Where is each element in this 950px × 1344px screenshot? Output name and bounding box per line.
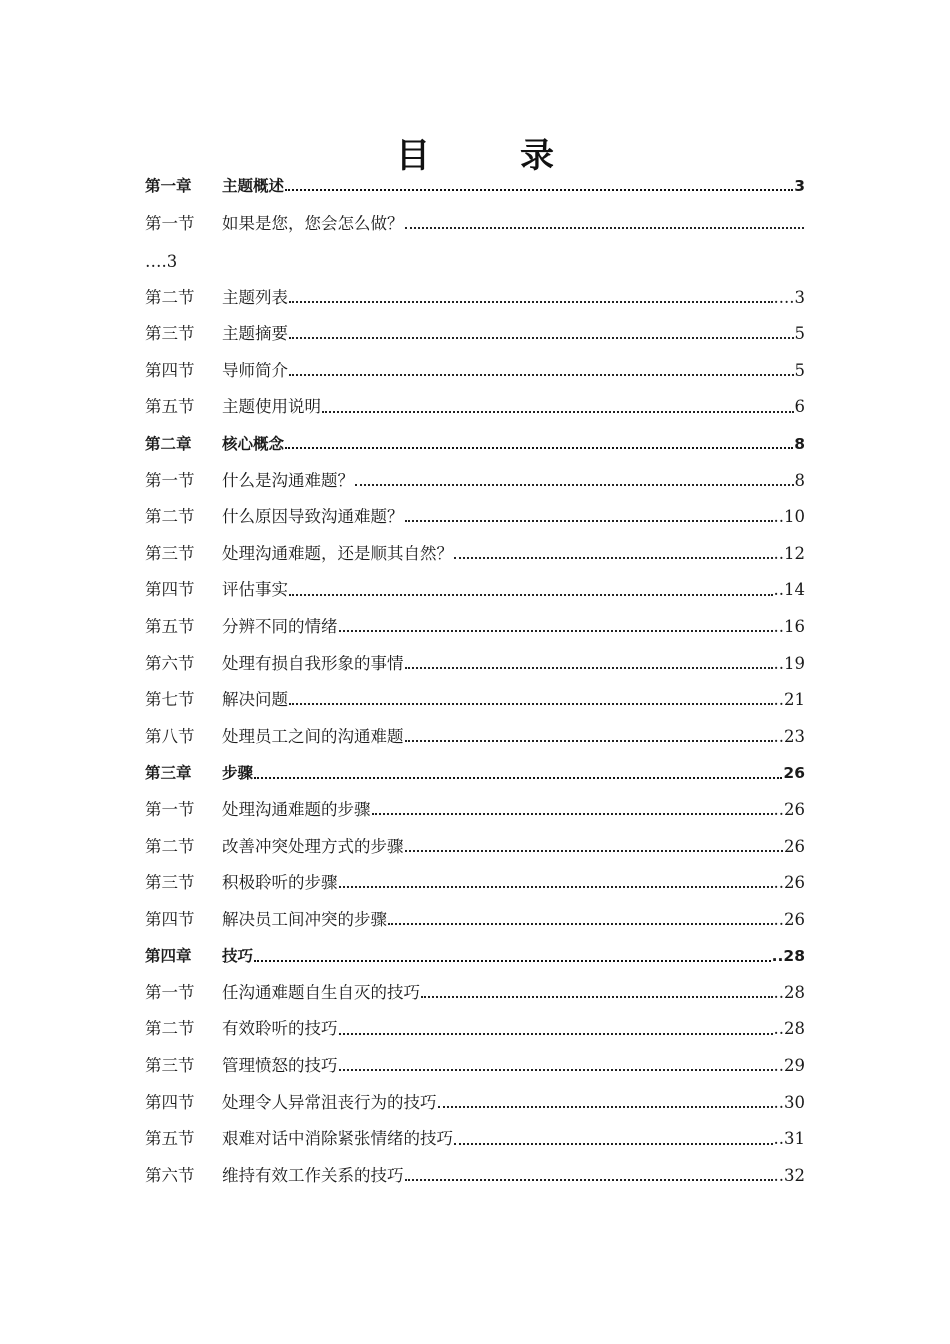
entry-label: 第四章 <box>145 947 192 966</box>
toc-section-entry[interactable] <box>145 975 805 1012</box>
entry-title: 分辨不同的情绪 <box>222 616 338 636</box>
entry-title: 处理有损自我形象的事情 <box>222 653 404 673</box>
toc-section-entry[interactable] <box>145 389 805 426</box>
entry-page-number: ..28 <box>773 982 805 1002</box>
entry-title: 技巧 <box>222 947 254 966</box>
entry-title: 主题列表 <box>222 287 288 307</box>
dot-leader <box>405 1179 773 1181</box>
page-title: 目 录 <box>396 136 582 176</box>
entry-page-number: ..26 <box>773 909 805 929</box>
toc-section-entry[interactable] <box>145 280 805 317</box>
entry-label: 第三节 <box>145 1056 195 1076</box>
table-of-contents <box>145 168 805 1194</box>
toc-section-entry[interactable] <box>145 205 805 243</box>
dot-leader <box>289 337 794 339</box>
toc-section-entry[interactable] <box>145 1011 805 1048</box>
entry-label: 第五节 <box>145 1129 195 1149</box>
toc-section-entry[interactable] <box>145 792 805 829</box>
toc-section-entry[interactable] <box>145 902 805 939</box>
entry-page-number: ..28 <box>773 1019 805 1039</box>
dot-leader <box>355 484 794 486</box>
entry-label: 第一节 <box>145 470 195 490</box>
entry-label: 第二节 <box>145 836 195 856</box>
entry-label: 第四节 <box>145 909 195 929</box>
toc-section-entry[interactable] <box>145 353 805 390</box>
entry-page-number: ..10 <box>773 507 805 527</box>
toc-section-entry[interactable] <box>145 536 805 573</box>
entry-label: 第二章 <box>145 434 192 453</box>
entry-title: 处理令人异常沮丧行为的技巧 <box>222 1092 437 1112</box>
dot-leader <box>454 1143 773 1145</box>
entry-page-number: ..21 <box>773 690 805 710</box>
toc-section-entry[interactable] <box>145 829 805 866</box>
entry-page-number: 8 <box>794 470 805 490</box>
entry-title: 艰难对话中消除紧张情绪的技巧 <box>222 1129 453 1149</box>
entry-title: 评估事实 <box>222 580 288 600</box>
dot-leader <box>339 886 773 888</box>
entry-title: 处理沟通难题的步骤 <box>222 799 371 819</box>
entry-page-number: ..12 <box>773 543 805 563</box>
entry-label: 第一节 <box>145 213 195 233</box>
entry-title: 有效聆听的技巧 <box>222 1019 338 1039</box>
dot-leader <box>289 703 773 705</box>
entry-page-number: ..28 <box>771 947 805 966</box>
entry-title: 解决员工间冲突的步骤 <box>222 909 387 929</box>
entry-title: 核心概念 <box>222 434 285 453</box>
toc-chapter-entry[interactable] <box>145 426 805 463</box>
dot-leader <box>285 447 793 449</box>
entry-page-number: 26 <box>783 764 805 783</box>
dot-leader <box>254 960 771 962</box>
entry-page-number: ..19 <box>773 653 805 673</box>
entry-title: 处理员工之间的沟通难题 <box>222 726 404 746</box>
entry-page-number: 8 <box>794 434 805 453</box>
entry-page-number: 3 <box>794 177 805 195</box>
dot-leader <box>289 594 773 596</box>
toc-section-entry[interactable] <box>145 572 805 609</box>
toc-section-entry[interactable] <box>145 463 805 500</box>
entry-label: 第二节 <box>145 507 195 527</box>
entry-label: 第四节 <box>145 1092 195 1112</box>
entry-page-number: ..23 <box>773 726 805 746</box>
entry-title: 如果是您，您会怎么做？ <box>222 213 404 233</box>
entry-page-number: 26 <box>784 836 805 856</box>
entry-title: 维持有效工作关系的技巧 <box>222 1165 404 1185</box>
entry-page-number: 5 <box>794 360 805 380</box>
entry-title: 步骤 <box>222 764 254 783</box>
dot-leader <box>454 557 773 559</box>
toc-section-entry[interactable] <box>145 316 805 353</box>
entry-page-number: ..26 <box>773 799 805 819</box>
toc-section-entry[interactable] <box>145 1121 805 1158</box>
entry-label: 第三节 <box>145 324 195 344</box>
entry-title: 管理愤怒的技巧 <box>222 1056 338 1076</box>
dot-leader <box>405 520 773 522</box>
entry-title: 积极聆听的步骤 <box>222 873 338 893</box>
dot-leader <box>405 227 805 229</box>
toc-chapter-entry[interactable] <box>145 168 805 205</box>
entry-label: 第三章 <box>145 764 192 783</box>
entry-page-number: ..14 <box>773 580 805 600</box>
toc-chapter-entry[interactable] <box>145 938 805 975</box>
dot-leader <box>339 1069 773 1071</box>
dot-leader <box>438 1106 773 1108</box>
entry-title: 导师简介 <box>222 360 288 380</box>
entry-label: 第四节 <box>145 580 195 600</box>
entry-page-number: 6 <box>794 397 805 417</box>
dot-leader <box>289 301 773 303</box>
entry-page-number: ..31 <box>773 1129 805 1149</box>
entry-label: 第一节 <box>145 799 195 819</box>
dot-leader <box>421 996 773 998</box>
entry-label: 第一节 <box>145 982 195 1002</box>
dot-leader <box>254 777 782 779</box>
entry-title: 处理沟通难题，还是顺其自然？ <box>222 543 453 563</box>
toc-section-entry[interactable] <box>145 719 805 756</box>
entry-label: 第六节 <box>145 653 195 673</box>
entry-page-number: 5 <box>794 324 805 344</box>
entry-title: 主题概述 <box>222 177 285 195</box>
toc-section-entry[interactable] <box>145 1085 805 1122</box>
dot-leader <box>322 411 794 413</box>
toc-section-entry[interactable] <box>145 499 805 536</box>
entry-label: 第五节 <box>145 616 195 636</box>
entry-page-number: ..26 <box>773 873 805 893</box>
dot-leader <box>372 813 773 815</box>
dot-leader <box>289 374 794 376</box>
entry-label: 第一章 <box>145 177 192 195</box>
dot-leader <box>405 850 784 852</box>
dot-leader <box>339 1033 773 1035</box>
entry-page-continuation: ….3 <box>145 251 178 271</box>
entry-label: 第七节 <box>145 690 195 710</box>
toc-section-entry[interactable] <box>145 1158 805 1195</box>
toc-section-entry[interactable] <box>145 609 805 646</box>
entry-title: 什么是沟通难题？ <box>222 470 354 490</box>
entry-page-number: ..16 <box>773 616 805 636</box>
dot-leader <box>339 630 773 632</box>
dot-leader <box>405 667 773 669</box>
entry-label: 第五节 <box>145 397 195 417</box>
entry-label: 第二节 <box>145 1019 195 1039</box>
entry-title: 解决问题 <box>222 690 288 710</box>
entry-page-number: ..30 <box>773 1092 805 1112</box>
entry-title: 主题使用说明 <box>222 397 321 417</box>
entry-label: 第四节 <box>145 360 195 380</box>
entry-label: 第二节 <box>145 287 195 307</box>
entry-page-number: ..29 <box>773 1056 805 1076</box>
entry-page-number: ..32 <box>773 1165 805 1185</box>
toc-chapter-entry[interactable] <box>145 755 805 792</box>
entry-label: 第八节 <box>145 726 195 746</box>
entry-label: 第三节 <box>145 873 195 893</box>
entry-title: 什么原因导致沟通难题？ <box>222 507 404 527</box>
entry-page-number: ....3 <box>773 287 805 307</box>
entry-title: 主题摘要 <box>222 324 288 344</box>
dot-leader <box>388 923 773 925</box>
entry-title: 改善冲突处理方式的步骤 <box>222 836 404 856</box>
dot-leader <box>285 189 793 191</box>
entry-label: 第六节 <box>145 1165 195 1185</box>
toc-section-entry[interactable] <box>145 646 805 683</box>
entry-label: 第三节 <box>145 543 195 563</box>
toc-section-entry[interactable] <box>145 865 805 902</box>
toc-section-entry[interactable] <box>145 1048 805 1085</box>
dot-leader <box>405 740 773 742</box>
entry-title: 任沟通难题自生自灭的技巧 <box>222 982 420 1002</box>
toc-section-entry[interactable] <box>145 682 805 719</box>
